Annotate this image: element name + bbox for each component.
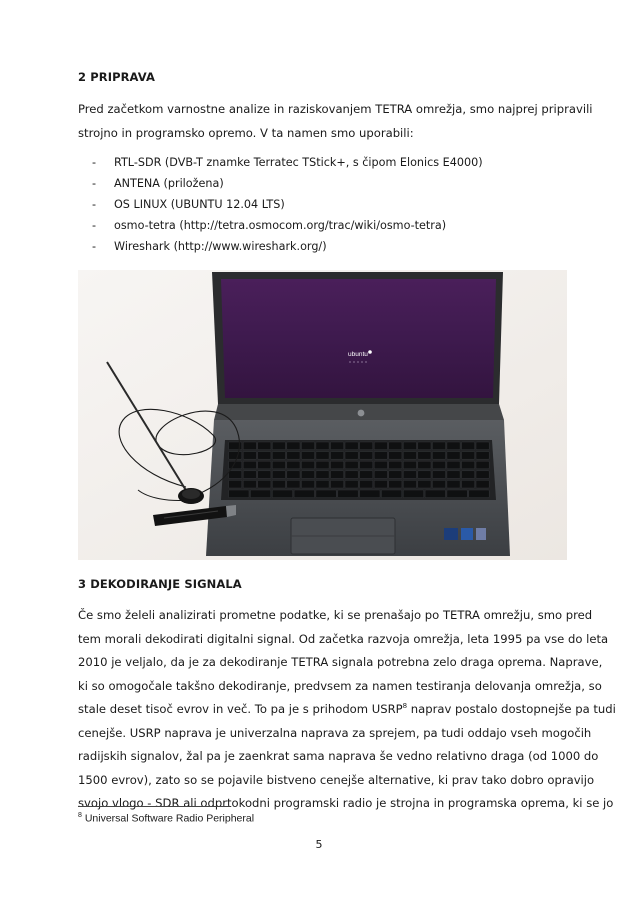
paragraph-line: 1500 evrov), zato so se pojavile bistveno cenejše alternative, ki prav tako dobro opravijo: [78, 772, 595, 787]
section-3-paragraph: [78, 604, 616, 816]
keyboard-key: [345, 461, 358, 469]
keyboard-key: [418, 461, 431, 469]
keyboard-key: [331, 452, 344, 460]
keyboard-key: [331, 471, 344, 479]
paragraph-line: Če smo želeli analizirati prometne podatke, ki se prenašajo po TETRA omrežju, smo pred: [78, 608, 593, 622]
keyboard-key: [258, 480, 271, 488]
keyboard-key: [360, 461, 373, 469]
keyboard-key: [287, 480, 300, 488]
keyboard-key: [418, 452, 431, 460]
keyboard-key: [301, 452, 314, 460]
keyboard-key: [287, 442, 300, 450]
keyboard-key: [469, 490, 489, 498]
list-item: [78, 173, 561, 194]
keyboard-key: [447, 480, 460, 488]
keyboard-key: [403, 490, 423, 498]
list-item-text: Wireshark (http://www.wireshark.org/): [114, 240, 327, 253]
keyboard-key: [243, 480, 256, 488]
keyboard-key: [447, 442, 460, 450]
keyboard-key: [287, 452, 300, 460]
keyboard-key: [389, 452, 402, 460]
keyboard-key: [229, 452, 242, 460]
keyboard-key: [301, 480, 314, 488]
paragraph-line: radijskih signalov, žal pa je zaenkrat sama naprava še vedno relativno draga (od 1000 do: [78, 749, 599, 763]
keyboard-key: [272, 480, 285, 488]
keyboard-key: [272, 442, 285, 450]
keyboard-key: [476, 480, 489, 488]
list-dash: -: [92, 240, 97, 253]
list-item: [78, 194, 561, 215]
footnote-reference[interactable]: 8: [402, 702, 408, 711]
keyboard-key: [272, 490, 292, 498]
keyboard-key: [425, 490, 445, 498]
keyboard-key: [374, 461, 387, 469]
keyboard-key: [476, 471, 489, 479]
keyboard-key: [272, 461, 285, 469]
keyboard-key: [403, 442, 416, 450]
keyboard-key: [432, 442, 445, 450]
keyboard-key: [338, 490, 358, 498]
list-dash: -: [92, 177, 97, 190]
keyboard-key: [476, 442, 489, 450]
keyboard-key: [331, 461, 344, 469]
list-item-text: ANTENA (priložena): [114, 177, 224, 190]
keyboard-key: [258, 461, 271, 469]
keyboard-key: [389, 480, 402, 488]
keyboard-key: [447, 471, 460, 479]
keyboard-key: [374, 452, 387, 460]
keyboard-key: [316, 461, 329, 469]
list-item-text: osmo-tetra (http://tetra.osmocom.org/trac/wiki/osmo-tetra): [114, 219, 447, 232]
keyboard-key: [374, 480, 387, 488]
keyboard-key: [243, 461, 256, 469]
keyboard-key: [432, 480, 445, 488]
keyboard-key: [316, 490, 336, 498]
keyboard-key: [243, 442, 256, 450]
keyboard-key: [403, 452, 416, 460]
keyboard-key: [316, 452, 329, 460]
keyboard-key: [389, 461, 402, 469]
keyboard-key: [301, 442, 314, 450]
keyboard-key: [316, 480, 329, 488]
keyboard-key: [331, 480, 344, 488]
equipment-list: [78, 152, 561, 257]
paragraph-line: tem morali dekodirati digitalni signal. Od začetka razvoja omrežja, leta 1995 pa vse do leta: [78, 631, 609, 646]
intro-paragraph: [78, 98, 593, 145]
keyboard-key: [258, 442, 271, 450]
keyboard-key: [229, 480, 242, 488]
keyboard-key: [476, 461, 489, 469]
keyboard-key: [462, 452, 475, 460]
keyboard-key: [287, 461, 300, 469]
keyboard-key: [418, 480, 431, 488]
keyboard-key: [476, 452, 489, 460]
keyboard-key: [360, 490, 380, 498]
hp-logo: [358, 410, 365, 417]
keyboard-key: [447, 490, 467, 498]
keyboard-key: [403, 480, 416, 488]
keyboard-key: [294, 490, 314, 498]
footnote: [78, 812, 254, 825]
paragraph-line: ki so omogočale takšno dekodiranje, predvsem za namen testiranja delovanja omrežja, so: [78, 678, 602, 693]
section-heading-priprava: 2 PRIPRAVA: [78, 70, 155, 84]
keyboard-key: [403, 461, 416, 469]
paragraph-line: [78, 698, 616, 722]
keyboard-key: [360, 471, 373, 479]
footnote-text: Universal Software Radio Peripheral: [81, 812, 255, 825]
keyboard-key: [462, 471, 475, 479]
list-item: [78, 215, 561, 236]
keyboard-key: [345, 452, 358, 460]
footnote-marker: 8: [78, 812, 82, 819]
keyboard-key: [462, 480, 475, 488]
list-item: [78, 152, 561, 173]
laptop-photo-illustration: [78, 270, 567, 560]
line-text: naprav postalo dostopnejše pa tudi: [407, 702, 616, 716]
footnote-separator: [78, 806, 230, 807]
list-dash: -: [92, 156, 97, 169]
keyboard-key: [258, 452, 271, 460]
list-item-text: OS LINUX (UBUNTU 12.04 LTS): [114, 198, 285, 211]
keyboard-key: [389, 471, 402, 479]
keyboard-key: [250, 490, 270, 498]
keyboard-key: [331, 442, 344, 450]
list-item: [78, 236, 561, 257]
keyboard-key: [258, 471, 271, 479]
keyboard-key: [243, 471, 256, 479]
page-number: 5: [315, 838, 323, 851]
keyboard-key: [381, 490, 401, 498]
ubuntu-circle-icon: [368, 350, 372, 354]
keyboard-key: [389, 442, 402, 450]
ubuntu-logo: ubuntu: [348, 351, 368, 358]
paragraph-line: 2010 je veljalo, da je za dekodiranje TETRA signala potrebna zelo draga oprema. Naprave,: [78, 655, 603, 669]
laptop-screen: [221, 279, 496, 398]
keyboard-key: [462, 461, 475, 469]
paragraph-line: cenejše. USRP naprava je univerzalna naprava za sprejem, pa tudi oddajo vseh mogočih: [78, 725, 592, 740]
keyboard-key: [360, 480, 373, 488]
keyboard-key: [345, 442, 358, 450]
list-dash: -: [92, 219, 97, 232]
keyboard-key: [360, 442, 373, 450]
paragraph-line: strojno in programsko opremo. V ta namen smo uporabili:: [78, 125, 414, 140]
paragraph-line: Pred začetkom varnostne analize in raziskovanjem TETRA omrežja, smo najprej pripravili: [78, 102, 593, 116]
keyboard-key: [316, 471, 329, 479]
section-heading-dekodiranje: 3 DEKODIRANJE SIGNALA: [78, 577, 242, 591]
line-text: stale deset tisoč evrov in več. To pa je s prihodom USRP: [78, 702, 403, 716]
keyboard-key: [447, 452, 460, 460]
keyboard-key: [243, 452, 256, 460]
keyboard-key: [287, 471, 300, 479]
keyboard-key: [462, 442, 475, 450]
keyboard-key: [432, 471, 445, 479]
keyboard-key: [418, 471, 431, 479]
keyboard-key: [403, 471, 416, 479]
list-dash: -: [92, 198, 97, 211]
keyboard-key: [229, 471, 242, 479]
keyboard-key: [418, 442, 431, 450]
keyboard-key: [272, 452, 285, 460]
keyboard-key: [447, 461, 460, 469]
list-item-text: RTL-SDR (DVB-T znamke Terratec TStick+, s čipom Elonics E4000): [114, 156, 483, 169]
keyboard-key: [360, 452, 373, 460]
keyboard-key: [229, 490, 249, 498]
keyboard-key: [432, 452, 445, 460]
paragraph-line: svojo vlogo - SDR ali odprtokodni programski radio je strojna in programska oprema, ki se jo: [78, 796, 614, 810]
keyboard-key: [301, 461, 314, 469]
keyboard-key: [301, 471, 314, 479]
keyboard-key: [345, 471, 358, 479]
keyboard-key: [432, 461, 445, 469]
equipment-photo: [78, 270, 567, 560]
keyboard-key: [374, 442, 387, 450]
keyboard-key: [272, 471, 285, 479]
keyboard-key: [374, 471, 387, 479]
keyboard-key: [316, 442, 329, 450]
keyboard-key: [345, 480, 358, 488]
